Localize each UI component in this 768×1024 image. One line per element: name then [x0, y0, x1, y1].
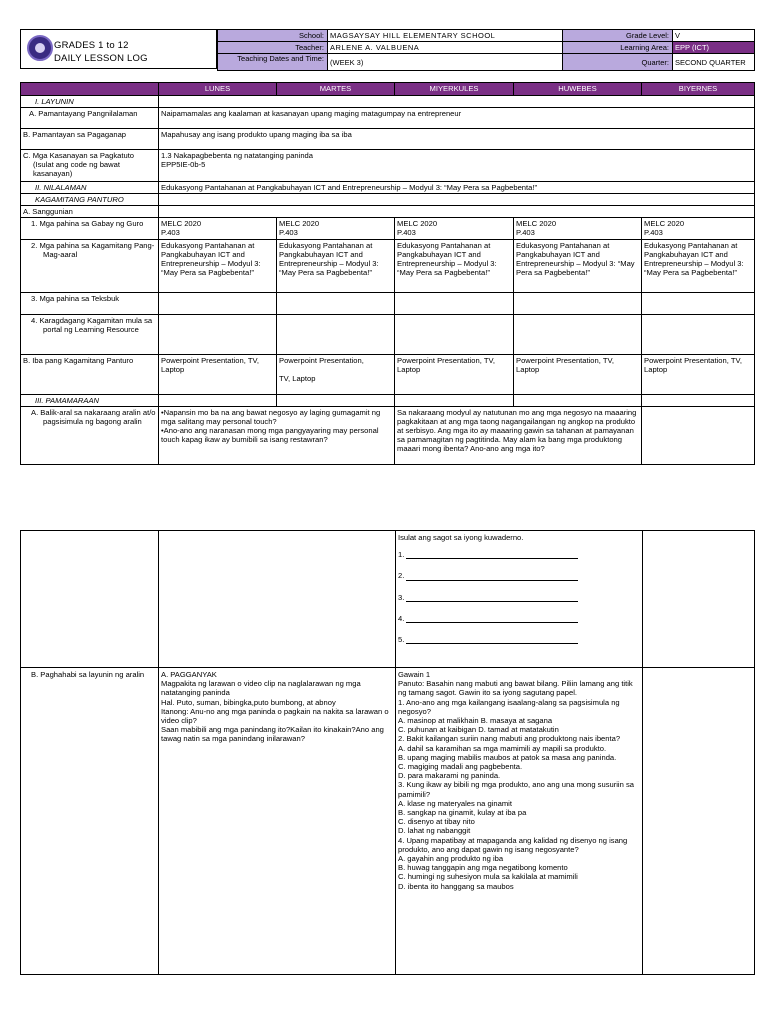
title-line-2: DAILY LESSON LOG: [54, 53, 148, 64]
gawain-line: B. upang maging mabilis maubos at patok sa masa ang paninda.: [398, 752, 617, 762]
dates-value: (WEEK 3): [328, 54, 563, 71]
answer-blank-5: [406, 636, 578, 644]
balik-miyerkules-huwebes: Sa nakaraang modyul ay natutunan mo ang mga negosyo na maaaring pagkakitaan at ang mga taong nagangailangan ng angkop na produkto at serbisyo. Ang mga ito ay maaaring gawin sa tahanan at pamayanan sa pamamagitan ng pagtitinda. May alam ka bang mga produktong maaari mong ibenta? Ano-ano ang mga ito?: [395, 407, 642, 465]
pamantayang-label: A. Pamantayang Pangnilalaman: [21, 108, 159, 129]
kasanayan-line-2: EPP5IE-0b-5: [161, 160, 206, 169]
paghahabi-label: B. Paghahabi sa layunin ng aralin: [21, 668, 159, 975]
gawain-line: D. lahat ng nabanggit: [398, 826, 471, 836]
pagganap-value: Mapahusay ang isang produkto upang maging iba sa iba: [159, 129, 755, 150]
pagganyak-line: Saan mabibili ang mga panindang ito?Kailan ito kinakain?Ano ang tawag natin sa mga panindang inilarawan?: [161, 725, 384, 744]
day-miyerkules: MIYERKULES: [395, 83, 514, 96]
sanggunian-blank: [159, 206, 755, 218]
cont-label-blank: [21, 531, 159, 668]
teksbuk-miyerkules: [395, 293, 514, 315]
day-huwebes: HUWEBES: [514, 83, 642, 96]
gawain-line: B. sangkap na ginamit, kulay at iba pa: [398, 808, 527, 818]
area-label: Learning Area:: [563, 42, 673, 54]
pangmag-martes: Edukasyong Pantahanan at Pangkabuhayan ICT and Entrepreneurship – Modyul 3: “May Pera sa Pagbebenta!”: [277, 240, 395, 293]
day-martes: MARTES: [277, 83, 395, 96]
answer-blank-1: [406, 551, 578, 559]
pagganyak-cell: [159, 668, 396, 975]
gabay-martes: MELC 2020 P.403: [277, 218, 395, 240]
days-header-row: [21, 83, 755, 96]
gabay-huwebes: MELC 2020 P.403: [514, 218, 642, 240]
karagdagang-miyerkules: [395, 315, 514, 355]
title-line-1: GRADES 1 to 12: [54, 40, 129, 51]
gawain-line: A. masinop at malikhain B. masaya at sagana: [398, 716, 553, 726]
teacher-label: Teacher:: [218, 42, 328, 54]
gawain-line: 1. Ano-ano ang mga kailangang isaalang-alang sa pagsisimula ng negosyo?: [398, 697, 620, 716]
dll-title: [54, 39, 148, 65]
gawain-line: C. puhunan at kaibigan D. tamad at matatakutin: [398, 725, 559, 735]
page-two: [0, 480, 768, 1024]
table-row: [21, 395, 755, 407]
answer-line-1: [398, 550, 640, 559]
gawain-line: 4. Upang mapatibay at mapaganda ang kalidad ng disenyo ng isang produkto, ano ang dapat gawin ng isang negosyante?: [398, 835, 628, 854]
table-row: [21, 182, 755, 194]
pamantayang-value: Naipamamalas ang kaalaman at kasanayan upang maging matagumpay na entrepreneur: [159, 108, 755, 129]
gawain-line: A. dahil sa karamihan sa mga mamimili ay mapili sa produkto.: [398, 743, 607, 753]
table-row: [21, 96, 755, 108]
gawain-line: 2. Bakit kailangan suriin nang mabuti ang produktong nais ibenta?: [398, 734, 621, 744]
gawain-line: C. disenyo at tibay nito: [398, 817, 475, 827]
paghahabi-biyernes-blank: [643, 668, 755, 975]
gabay-miyerkules: MELC 2020 P.403: [395, 218, 514, 240]
balik-biyernes: [642, 407, 755, 465]
table-row: [21, 293, 755, 315]
pangmag-biyernes: Edukasyong Pantahanan at Pangkabuhayan ICT and Entrepreneurship – Modyul 3: “May Pera sa Pagbebenta!”: [642, 240, 755, 293]
answer-line-3: [398, 593, 640, 602]
pangmag-label: 2. Mga pahina sa Kagamitang Pang-Mag-aaral: [21, 240, 159, 293]
karagdagang-label: 4. Karagdagang Kagamitan mula sa portal ng Learning Resource: [21, 315, 159, 355]
pagganyak-heading: A. PAGGANYAK: [161, 670, 217, 679]
answer-blank-4: [406, 615, 578, 623]
pamamaraan-huwebes: [514, 395, 642, 407]
gawain-line: A. gayahin ang produkto ng iba: [398, 854, 504, 864]
answer-line-5: [398, 635, 640, 644]
gawain-line: 3. Kung ikaw ay bibili ng mga produkto, ano ang una mong susuriin sa pamimili?: [398, 780, 634, 799]
gabay-biyernes: MELC 2020 P.403: [642, 218, 755, 240]
header-info-table: [217, 29, 755, 71]
pamamaraan-label: III. PAMAMARAAN: [21, 395, 159, 407]
quarter-value: SECOND QUARTER: [673, 54, 755, 71]
grade-label: Grade Level:: [563, 30, 673, 42]
table-row: [21, 129, 755, 150]
nilalaman-label: II. NILALAMAN: [21, 182, 159, 194]
answer-number-4: 4.: [398, 613, 405, 623]
pagganyak-line: Itanong: Anu-no ang mga paninda o pagkain na nakita sa larawan o video clip?: [161, 706, 389, 726]
dll-title-box: [20, 29, 217, 69]
pagganyak-line: Hal. Puto, suman, bibingka,puto bumbong, at abnoy: [161, 697, 336, 707]
answer-number-3: 3.: [398, 592, 405, 602]
table-row: [21, 240, 755, 293]
gabay-label: 1. Mga pahina sa Gabay ng Guro: [21, 218, 159, 240]
karagdagang-biyernes: [642, 315, 755, 355]
table-row: [21, 531, 755, 668]
page-one: [0, 0, 768, 480]
day-lunes: LUNES: [159, 83, 277, 96]
teksbuk-huwebes: [514, 293, 642, 315]
lesson-log-table-continued: [20, 530, 755, 975]
sanggunian-label: A. Sanggunian: [21, 206, 159, 218]
gawain-cell: [396, 668, 643, 975]
lesson-log-table: [20, 82, 755, 465]
gawain-line: Panuto: Basahin nang mabuti ang bawat bilang. Piliin lamang ang titik ng tamang sagot. Gawin ito sa iyong sagutang papel.: [398, 679, 633, 698]
pangmag-miyerkules: Edukasyong Pantahanan at Pangkabuhayan ICT and Entrepreneurship – Modyul 3: “May Pera sa Pagbebenta!”: [395, 240, 514, 293]
kasanayan-label: C. Mga Kasanayan sa Pagkatuto (Isulat ang code ng bawat kasanayan): [21, 150, 159, 182]
nilalaman-value: Edukasyong Pantahanan at Pangkabuhayan ICT and Entrepreneurship – Modyul 3: “May Pera sa Pagbebenta!”: [159, 182, 755, 194]
gawain-line: A. klase ng materyales na ginamit: [398, 798, 512, 808]
teksbuk-biyernes: [642, 293, 755, 315]
pamamaraan-miyerkules: [395, 395, 514, 407]
table-row: [21, 108, 755, 129]
isulat-cell: [396, 531, 643, 668]
table-row: [21, 355, 755, 395]
teksbuk-lunes: [159, 293, 277, 315]
karagdagang-martes: [277, 315, 395, 355]
table-row: [21, 150, 755, 182]
pamamaraan-martes: [277, 395, 395, 407]
layunin-blank: [159, 96, 755, 108]
answer-line-4: [398, 614, 640, 623]
karagdagang-lunes: [159, 315, 277, 355]
karagdagang-huwebes: [514, 315, 642, 355]
iba-miyerkules: Powerpoint Presentation, TV, Laptop: [395, 355, 514, 395]
iba-lunes: Powerpoint Presentation, TV, Laptop: [159, 355, 277, 395]
kagamitan-label: KAGAMITANG PANTURO: [21, 194, 159, 206]
teacher-value: ARLENE A. VALBUENA: [328, 42, 563, 54]
gawain-line: C. humingi ng suhesiyon mula sa kakilala at mamimili: [398, 872, 578, 882]
gabay-lunes: MELC 2020 P.403: [159, 218, 277, 240]
teksbuk-martes: [277, 293, 395, 315]
pamamaraan-lunes: [159, 395, 277, 407]
school-value: MAGSAYSAY HILL ELEMENTARY SCHOOL: [328, 30, 563, 42]
answer-number-5: 5.: [398, 635, 405, 645]
table-row: [21, 668, 755, 975]
balik-label: A. Balik-aral sa nakaraang aralin at/o pagsisimula ng bagong aralin: [21, 407, 159, 465]
teksbuk-label: 3. Mga pahina sa Teksbuk: [21, 293, 159, 315]
dates-label: Teaching Dates and Time:: [218, 54, 328, 71]
kasanayan-line-1: 1.3 Nakapagbebenta ng natatanging paninda: [161, 151, 314, 160]
table-row: [21, 218, 755, 240]
quarter-label: Quarter:: [563, 54, 673, 71]
area-value: EPP (ICT): [673, 42, 755, 54]
answer-blank-3: [406, 594, 578, 602]
answer-blank-2: [406, 573, 578, 581]
isulat-instruction: Isulat ang sagot sa iyong kuwaderno.: [398, 533, 524, 542]
iba-label: B. Iba pang Kagamitang Panturo: [21, 355, 159, 395]
gawain-line: B. huwag tanggapin ang mga negatibong komento: [398, 863, 568, 873]
cont-lunes-blank: [159, 531, 396, 668]
pamamaraan-biyernes: [642, 395, 755, 407]
deped-seal-icon: [27, 35, 53, 61]
table-row: [21, 315, 755, 355]
kasanayan-value: [159, 150, 755, 182]
gawain-heading: Gawain 1: [398, 670, 431, 679]
layunin-label: I. LAYUNIN: [21, 96, 159, 108]
table-row: [21, 407, 755, 465]
pangmag-huwebes: Edukasyong Pantahanan at Pangkabuhayan ICT and Entrepreneurship – Modyul 3: “May Pera sa Pagbebenta!”: [514, 240, 642, 293]
kagamitan-blank: [159, 194, 755, 206]
answer-line-2: [398, 571, 640, 580]
day-biyernes: BIYERNES: [642, 83, 755, 96]
pangmag-lunes: Edukasyong Pantahanan at Pangkabuhayan ICT and Entrepreneurship – Modyul 3: “May Pera sa Pagbebenta!”: [159, 240, 277, 293]
table-row: [21, 206, 755, 218]
iba-biyernes: Powerpoint Presentation, TV, Laptop: [642, 355, 755, 395]
answer-number-1: 1.: [398, 550, 405, 560]
pagganap-label: B. Pamantayan sa Pagaganap: [21, 129, 159, 150]
school-label: School:: [218, 30, 328, 42]
answer-number-2: 2.: [398, 571, 405, 581]
gawain-line: D. para makarami ng paninda.: [398, 771, 501, 781]
cont-biyernes-blank: [643, 531, 755, 668]
gawain-line: D. ibenta ito hanggang sa maubos: [398, 881, 514, 891]
gawain-line: C. magiging madali ang pagbebenta.: [398, 762, 523, 772]
table-row: [21, 194, 755, 206]
iba-martes: Powerpoint Presentation, TV, Laptop: [277, 355, 395, 395]
iba-huwebes: Powerpoint Presentation, TV, Laptop: [514, 355, 642, 395]
days-header-blank: [21, 83, 159, 96]
balik-lunes-martes: •Napansin mo ba na ang bawat negosyo ay laging gumagamit ng mga salitang may personal touch? •Ano-ano ang naranasan mong mga pangyayaring may personal touch kapag ikaw ay bumibili sa isang restawran?: [159, 407, 395, 465]
pagganyak-line: Magpakita ng larawan o video clip na naglalarawan ng mga natatanging paninda: [161, 679, 361, 698]
grade-value: V: [673, 30, 755, 42]
